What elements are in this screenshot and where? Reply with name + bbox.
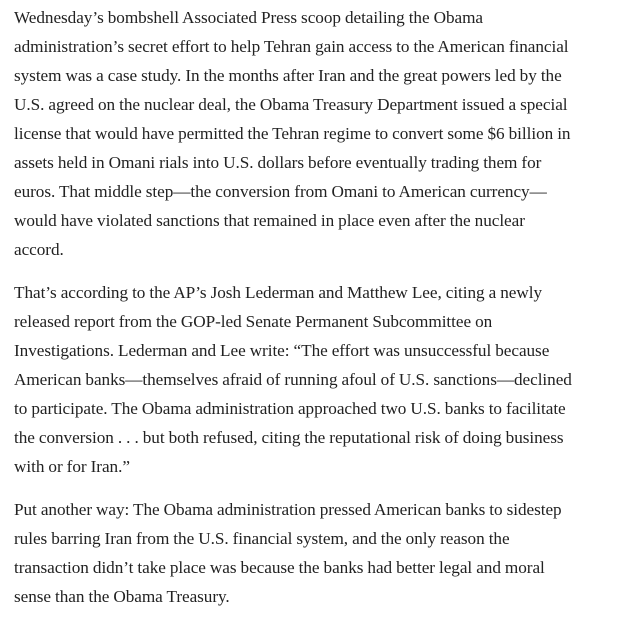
text-line: U.S. agreed on the nuclear deal, the Obama Treasury Department issued a special	[14, 95, 568, 114]
article-paragraph-3	[14, 495, 618, 611]
text-line: license that would have permitted the Tehran regime to convert some $6 billion in	[14, 124, 571, 143]
text-line: American banks—themselves afraid of running afoul of U.S. sanctions—declined	[14, 370, 572, 389]
text-line: released report from the GOP-led Senate Permanent Subcommittee on	[14, 312, 493, 331]
text-line: Put another way: The Obama administration pressed American banks to sidestep	[14, 500, 562, 519]
text-line: the conversion . . . but both refused, citing the reputational risk of doing business	[14, 428, 564, 447]
text-line: accord.	[14, 240, 64, 259]
text-line: system was a case study. In the months after Iran and the great powers led by the	[14, 66, 562, 85]
text-line: sense than the Obama Treasury.	[14, 587, 230, 606]
text-line: administration’s secret effort to help Tehran gain access to the American financial	[14, 37, 569, 56]
article-paragraph-2	[14, 278, 618, 481]
article-paragraph-1	[14, 3, 618, 264]
text-line: euros. That middle step—the conversion from Omani to American currency—	[14, 182, 547, 201]
text-line: Investigations. Lederman and Lee write: “The effort was unsuccessful because	[14, 341, 550, 360]
text-line: to participate. The Obama administration approached two U.S. banks to facilitate	[14, 399, 566, 418]
text-line: That’s according to the AP’s Josh Lederman and Matthew Lee, citing a newly	[14, 283, 543, 302]
text-line: transaction didn’t take place was because the banks had better legal and moral	[14, 558, 545, 577]
text-line: would have violated sanctions that remained in place even after the nuclear	[14, 211, 525, 230]
text-line: with or for Iran.”	[14, 457, 130, 476]
text-line: rules barring Iran from the U.S. financial system, and the only reason the	[14, 529, 510, 548]
article-body	[14, 3, 618, 625]
text-line: assets held in Omani rials into U.S. dollars before eventually trading them for	[14, 153, 542, 172]
text-line: Wednesday’s bombshell Associated Press scoop detailing the Obama	[14, 8, 483, 27]
